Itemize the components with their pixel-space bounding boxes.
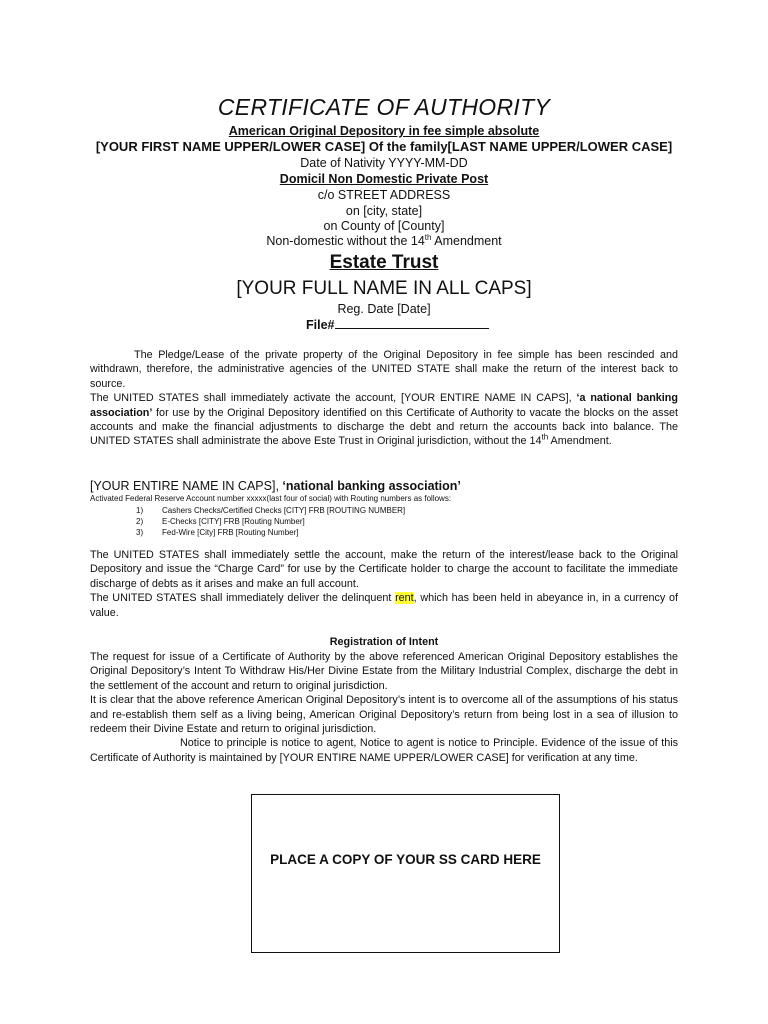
list-item: 3) Fed-Wire [City] FRB [Routing Number] [136, 528, 299, 537]
name-line: [YOUR FIRST NAME UPPER/LOWER CASE] Of the family[LAST NAME UPPER/LOWER CASE] [95, 139, 673, 154]
full-name-line: [YOUR FULL NAME IN ALL CAPS] [236, 278, 532, 299]
routing-list [136, 505, 405, 538]
ss-card-box [251, 794, 560, 953]
street-line: c/o STREET ADDRESS [317, 188, 451, 202]
settlement-paragraph: The UNITED STATES shall immediately settle the account, make the return of the interest/lease back to the Original Depository and issue the “Charge Card” for use by the Certificate holder to charge the account to facilitate the immediate discharge of debts as it arises and make an full account. The UNITED STATES shall immediately deliver the delinquent rent, which has been held in abeyance in, in a currency of value. [90, 549, 679, 619]
account-heading: [YOUR ENTIRE NAME IN CAPS], ‘national banking association’ [90, 479, 461, 493]
county-line: on County of [County] [323, 219, 445, 233]
reg-date-line: Reg. Date [Date] [337, 302, 431, 316]
estate-trust-heading: Estate Trust [329, 252, 439, 273]
file-number-line: File# [306, 317, 489, 332]
registration-paragraph: The request for issue of a Certificate of Authority by the above referenced American Original Depository establishes the Original Depository’s Intent To Withdraw His/Her Divine Estate from the Military Industrial Complex, discharge the debt in the settlement of the account and return to original jurisdiction. It is clear that the above reference American Original Depository’s intent is to overcome all of the assumptions of his status and re-establish them self as a living being, American Original Depository’s return from being lost in a sea of illusion to redeem their Divine Estate and return to original jurisdiction. Notice to principle is notice to agent, Notice to agent is notice to Principle. Evidence of the issue of this Certificate of Authority is maintained by [YOUR ENTIRE NAME UPPER/LOWER CASE] for verification at any time. [90, 651, 678, 764]
list-item: 2) E-Checks [CITY] FRB [Routing Number] [136, 517, 305, 526]
ss-card-placeholder: PLACE A COPY OF YOUR SS CARD HERE [270, 852, 541, 867]
certificate-title: CERTIFICATE OF AUTHORITY [217, 94, 551, 120]
domicil-line: Domicil Non Domestic Private Post [279, 172, 489, 186]
pledge-paragraph: The Pledge/Lease of the private property of the Original Depository in fee simple has been rescinded and withdrawn, therefore, the administrative agencies of the UNITED STATE shall make the return of the interest back to source. The UNITED STATES shall immediately activate the account, [YOUR ENTIRE NAME IN CAPS], ‘a national banking association’ for use by the Original Depository identified on this Certificate of Authority to vacate the blocks on the asset accounts and make the financial adjustments to discharge the debt and return the accounts back into balance. The UNITED STATES shall administrate the above Este Trust in Original jurisdiction, without the 14th Amendment. [90, 349, 678, 448]
list-item: 1) Cashers Checks/Certified Checks [CITY] FRB [ROUTING NUMBER] [136, 506, 406, 515]
highlighted-rent: rent [395, 592, 414, 605]
nativity-line: Date of Nativity YYYY-MM-DD [300, 156, 468, 170]
registration-heading: Registration of Intent [329, 636, 439, 648]
city-line: on [city, state] [345, 204, 423, 218]
activated-account-line: Activated Federal Reserve Account number xxxxx(last four of social) with Routing numbers as follows: [90, 494, 452, 503]
non-domestic-line: Non-domestic without the 14th Amendment [266, 232, 502, 248]
depository-subtitle: American Original Depository in fee simple absolute [228, 124, 540, 138]
file-number-blank [335, 317, 489, 329]
